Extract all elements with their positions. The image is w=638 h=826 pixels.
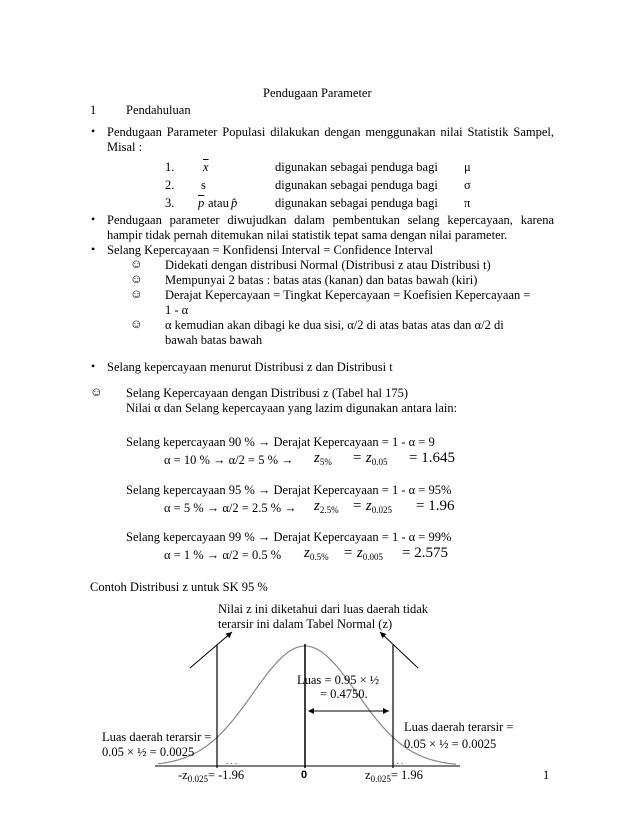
bullet1-line2: Misal : [107,140,143,154]
smiley-icon: ☺ [130,287,143,301]
ci99-z: $z_{0.5\%}$ [304,545,329,562]
ci90-eq-z: = $z_{0.05}$ [352,450,388,467]
note-arrow-left [190,632,232,668]
center-area-line2: = 0.4750. [320,687,368,701]
bullet-icon: • [91,124,96,138]
row1-param: μ [464,160,471,174]
ci95-line1: Selang kepercayaan 95 % → Derajat Kepercayaan = 1 - α = 95% [126,483,452,497]
bullet4-line1: Selang kepercayaan menurut Distribusi z dan Distribusi t [107,360,393,374]
row1-desc: digunakan sebagai penduga bagi [275,160,438,174]
bullet-icon: • [91,359,96,373]
ci90-line2: α = 10 % → α/2 = 5 % → [164,453,294,467]
note-arrow-right [380,632,418,668]
ci90-value: = 1.645 [409,450,455,466]
left-tail-dots: . . . [226,756,238,766]
page-title: Pendugaan Parameter [263,86,372,100]
bullet2-line2: hampir tidak pernah ditemukan nilai statistik tepat sama dengan nilai parameter. [107,228,508,242]
ci99-line2: α = 1 % → α/2 = 0.5 % [164,548,282,562]
ci99-value: = 2.575 [402,545,448,561]
ci90-z: $z_{5\%}$ [314,450,332,467]
right-tail-dots: . . . [392,756,404,766]
page-number: 1 [543,768,550,782]
ci99-eq-z: = $z_{0.005}$ [343,545,383,562]
example-caption: Contoh Distribusi z untuk SK 95 % [90,580,268,594]
z-subheading: Nilai α dan Selang kepercayaan yang lazim digunakan antara lain: [126,401,458,415]
row2-desc: digunakan sebagai penduga bagi [275,178,438,192]
row1-symbol-xbar: $\overline{x}$ [203,160,209,174]
z-left-label: $-z_{0.025}= -1.96$ [178,768,245,784]
figure-note-line2: terarsir ini dalam Tabel Normal (z) [218,617,393,631]
zero-label: 0 [301,769,308,781]
bullet1-line1: Pendugaan Parameter Populasi dilakukan dengan menggunakan nilai Statistik Sampel, [107,125,554,139]
row2-param: σ [464,178,471,192]
left-area-line1: Luas daerah terarsir = [102,730,212,744]
row3-number: 3. [165,196,175,210]
figure-note-line1: Nilai z ini diketahui dari luas daerah tidak [218,602,428,616]
center-area-line1: Luas = 0.95 × ½ [297,673,380,687]
right-area-line2: 0.05 × ½ = 0.0025 [404,737,497,751]
left-area-line2: 0.05 × ½ = 0.0025 [102,745,195,759]
ci99-line1: Selang kepercayaan 99 % → Derajat Kepercayaan = 1 - α = 99% [126,530,452,544]
section-number: 1 [90,103,97,117]
smiley-icon: ☺ [90,385,103,399]
ci95-value: = 1.96 [416,498,455,514]
z-right-label: $z_{0.025}= 1.96$ [365,768,423,784]
right-area-line1: Luas daerah terarsir = [404,720,514,734]
bullet2-line1: Pendugaan parameter diwujudkan dalam pembentukan selang kepercayaan, karena [107,213,554,227]
row1-number: 1. [165,160,175,174]
ci90-line1: Selang kepercayaan 90 % → Derajat Kepercayaan = 1 - α = 9 [126,435,435,449]
row3-desc: digunakan sebagai penduga bagi [275,196,438,210]
ci95-z: $z_{2.5\%}$ [314,498,339,515]
row3-atau: atau [208,196,229,210]
ci95-line2: α = 5 % → α/2 = 2.5 % → [164,501,297,515]
row3-symbol-phat: p̂ [231,196,238,210]
bullet3-sub2: Mempunyai 2 batas : batas atas (kanan) dan batas bawah (kiri) [165,273,478,287]
bullet3-sub4a: α kemudian akan dibagi ke dua sisi, α/2 di atas batas atas dan α/2 di [165,318,504,332]
section-title: Pendahuluan [126,103,191,117]
smiley-icon: ☺ [130,257,143,271]
bullet3-sub1: Didekati dengan distribusi Normal (Distribusi z atau Distribusi t) [165,258,491,272]
bullet3-sub3b: 1 - α [165,303,189,317]
smiley-icon: ☺ [130,317,143,331]
row2-symbol: s [201,178,206,192]
row2-number: 2. [165,178,175,192]
bullet3-line1: Selang Kepercayaan = Konfidensi Interval = Confidence Interval [107,243,434,257]
bullet3-sub4b: bawah batas bawah [165,333,263,347]
row3-symbol-pbar: $\overline{p}$ [198,196,205,210]
ci95-eq-z: = $z_{0.025}$ [352,498,392,515]
z-heading: Selang Kepercayaan dengan Distribusi z (Tabel hal 175) [126,386,409,400]
smiley-icon: ☺ [130,272,143,286]
row3-param: π [464,196,471,210]
bullet3-sub3a: Derajat Kepercayaan = Tingkat Kepercayaan = Koefisien Kepercayaan = [165,288,531,302]
bullet-icon: • [91,242,96,256]
bullet-icon: • [91,212,96,226]
